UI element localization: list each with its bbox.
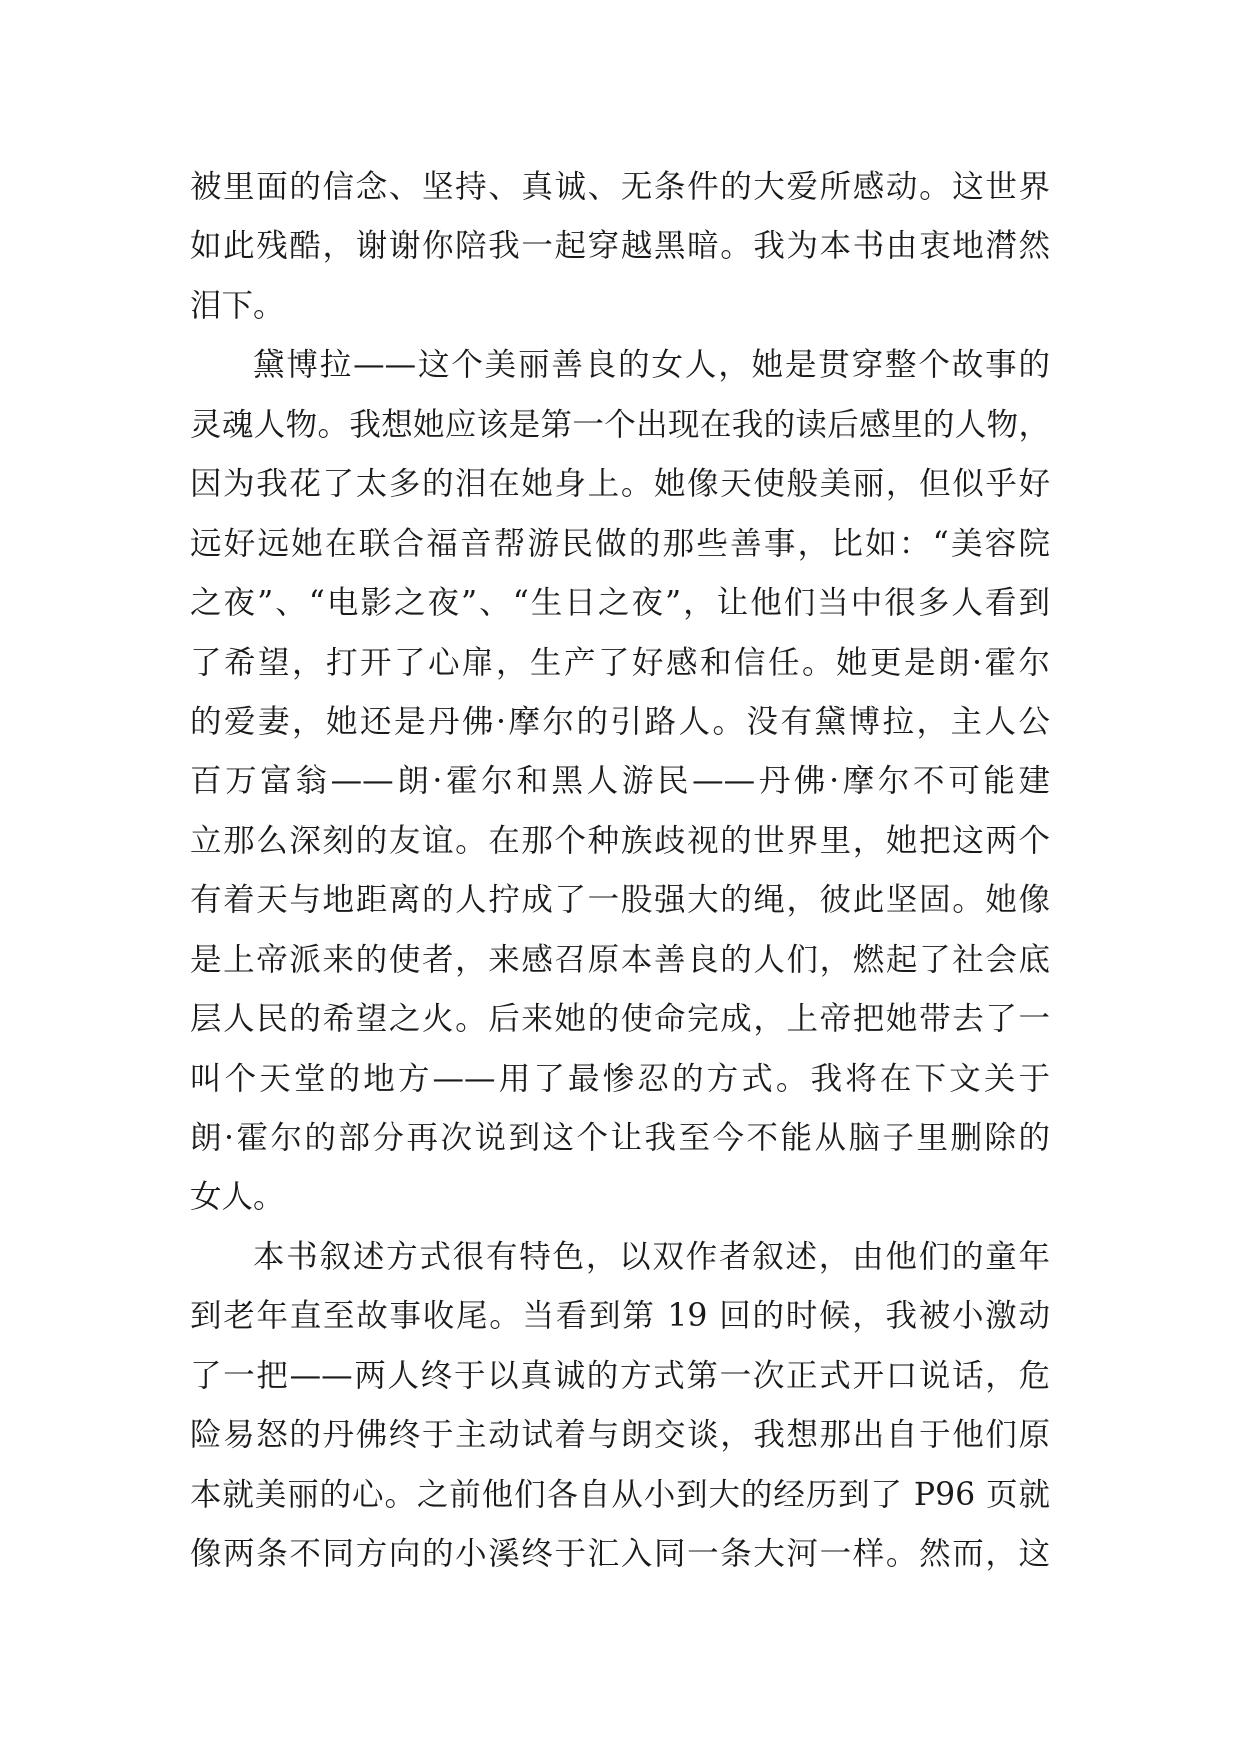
text-line: 有着天与地距离的人拧成了一股强大的绳，彼此坚固。她像 bbox=[190, 882, 1050, 919]
body-text bbox=[190, 158, 1050, 1585]
text-line: 朗·霍尔的部分再次说到这个让我至今不能从脑子里删除的 bbox=[190, 1120, 1050, 1156]
text-line: 了一把——两人终于以真诚的方式第一次正式开口说话，危 bbox=[190, 1357, 1050, 1394]
text-line: 因为我花了太多的泪在她身上。她像天使般美丽，但似乎好 bbox=[190, 466, 1050, 503]
text-line: 了希望，打开了心扉，生产了好感和信任。她更是朗·霍尔 bbox=[190, 644, 1050, 681]
text-line: 被里面的信念、坚持、真诚、无条件的大爱所感动。这世界 bbox=[190, 169, 1050, 205]
text-line: 远好远她在联合福音帮游民做的那些善事，比如：“美容院 bbox=[190, 525, 1050, 562]
text-line: 层人民的希望之火。后来她的使命完成，上帝把她带去了一 bbox=[190, 1001, 1050, 1038]
text-line: 黛博拉——这个美丽善良的女人，她是贯穿整个故事的 bbox=[253, 347, 1050, 384]
text-line: 本就美丽的心。之前他们各自从小到大的经历到了 P96 页就 bbox=[190, 1476, 1050, 1513]
text-line: 灵魂人物。我想她应该是第一个出现在我的读后感里的人物， bbox=[190, 406, 1050, 443]
paragraph bbox=[190, 336, 1050, 1228]
text-line: 女人。 bbox=[190, 1179, 285, 1216]
text-line: 的爱妻，她还是丹佛·摩尔的引路人。没有黛博拉，主人公 bbox=[190, 703, 1050, 740]
text-line: 是上帝派来的使者，来感召原本善良的人们，燃起了社会底 bbox=[190, 941, 1050, 978]
text-line: 险易怒的丹佛终于主动试着与朗交谈，我想那出自于他们原 bbox=[190, 1417, 1050, 1454]
text-line: 本书叙述方式很有特色，以双作者叙述，由他们的童年 bbox=[253, 1238, 1050, 1275]
text-line: 百万富翁——朗·霍尔和黑人游民——丹佛·摩尔不可能建 bbox=[190, 763, 1050, 800]
text-line: 之夜”、“电影之夜”、“生日之夜”，让他们当中很多人看到 bbox=[190, 585, 1050, 622]
paragraph bbox=[190, 158, 1050, 336]
paragraph bbox=[190, 1228, 1050, 1585]
text-line: 立那么深刻的友谊。在那个种族歧视的世界里，她把这两个 bbox=[190, 822, 1050, 859]
text-line: 泪下。 bbox=[190, 287, 285, 324]
text-line: 如此残酷，谢谢你陪我一起穿越黑暗。我为本书由衷地潸然 bbox=[190, 228, 1050, 265]
text-line: 像两条不同方向的小溪终于汇入同一条大河一样。然而，这 bbox=[190, 1536, 1050, 1573]
text-line: 到老年直至故事收尾。当看到第 19 回的时候，我被小激动 bbox=[190, 1298, 1050, 1335]
text-line: 叫个天堂的地方——用了最惨忍的方式。我将在下文关于 bbox=[190, 1060, 1050, 1097]
